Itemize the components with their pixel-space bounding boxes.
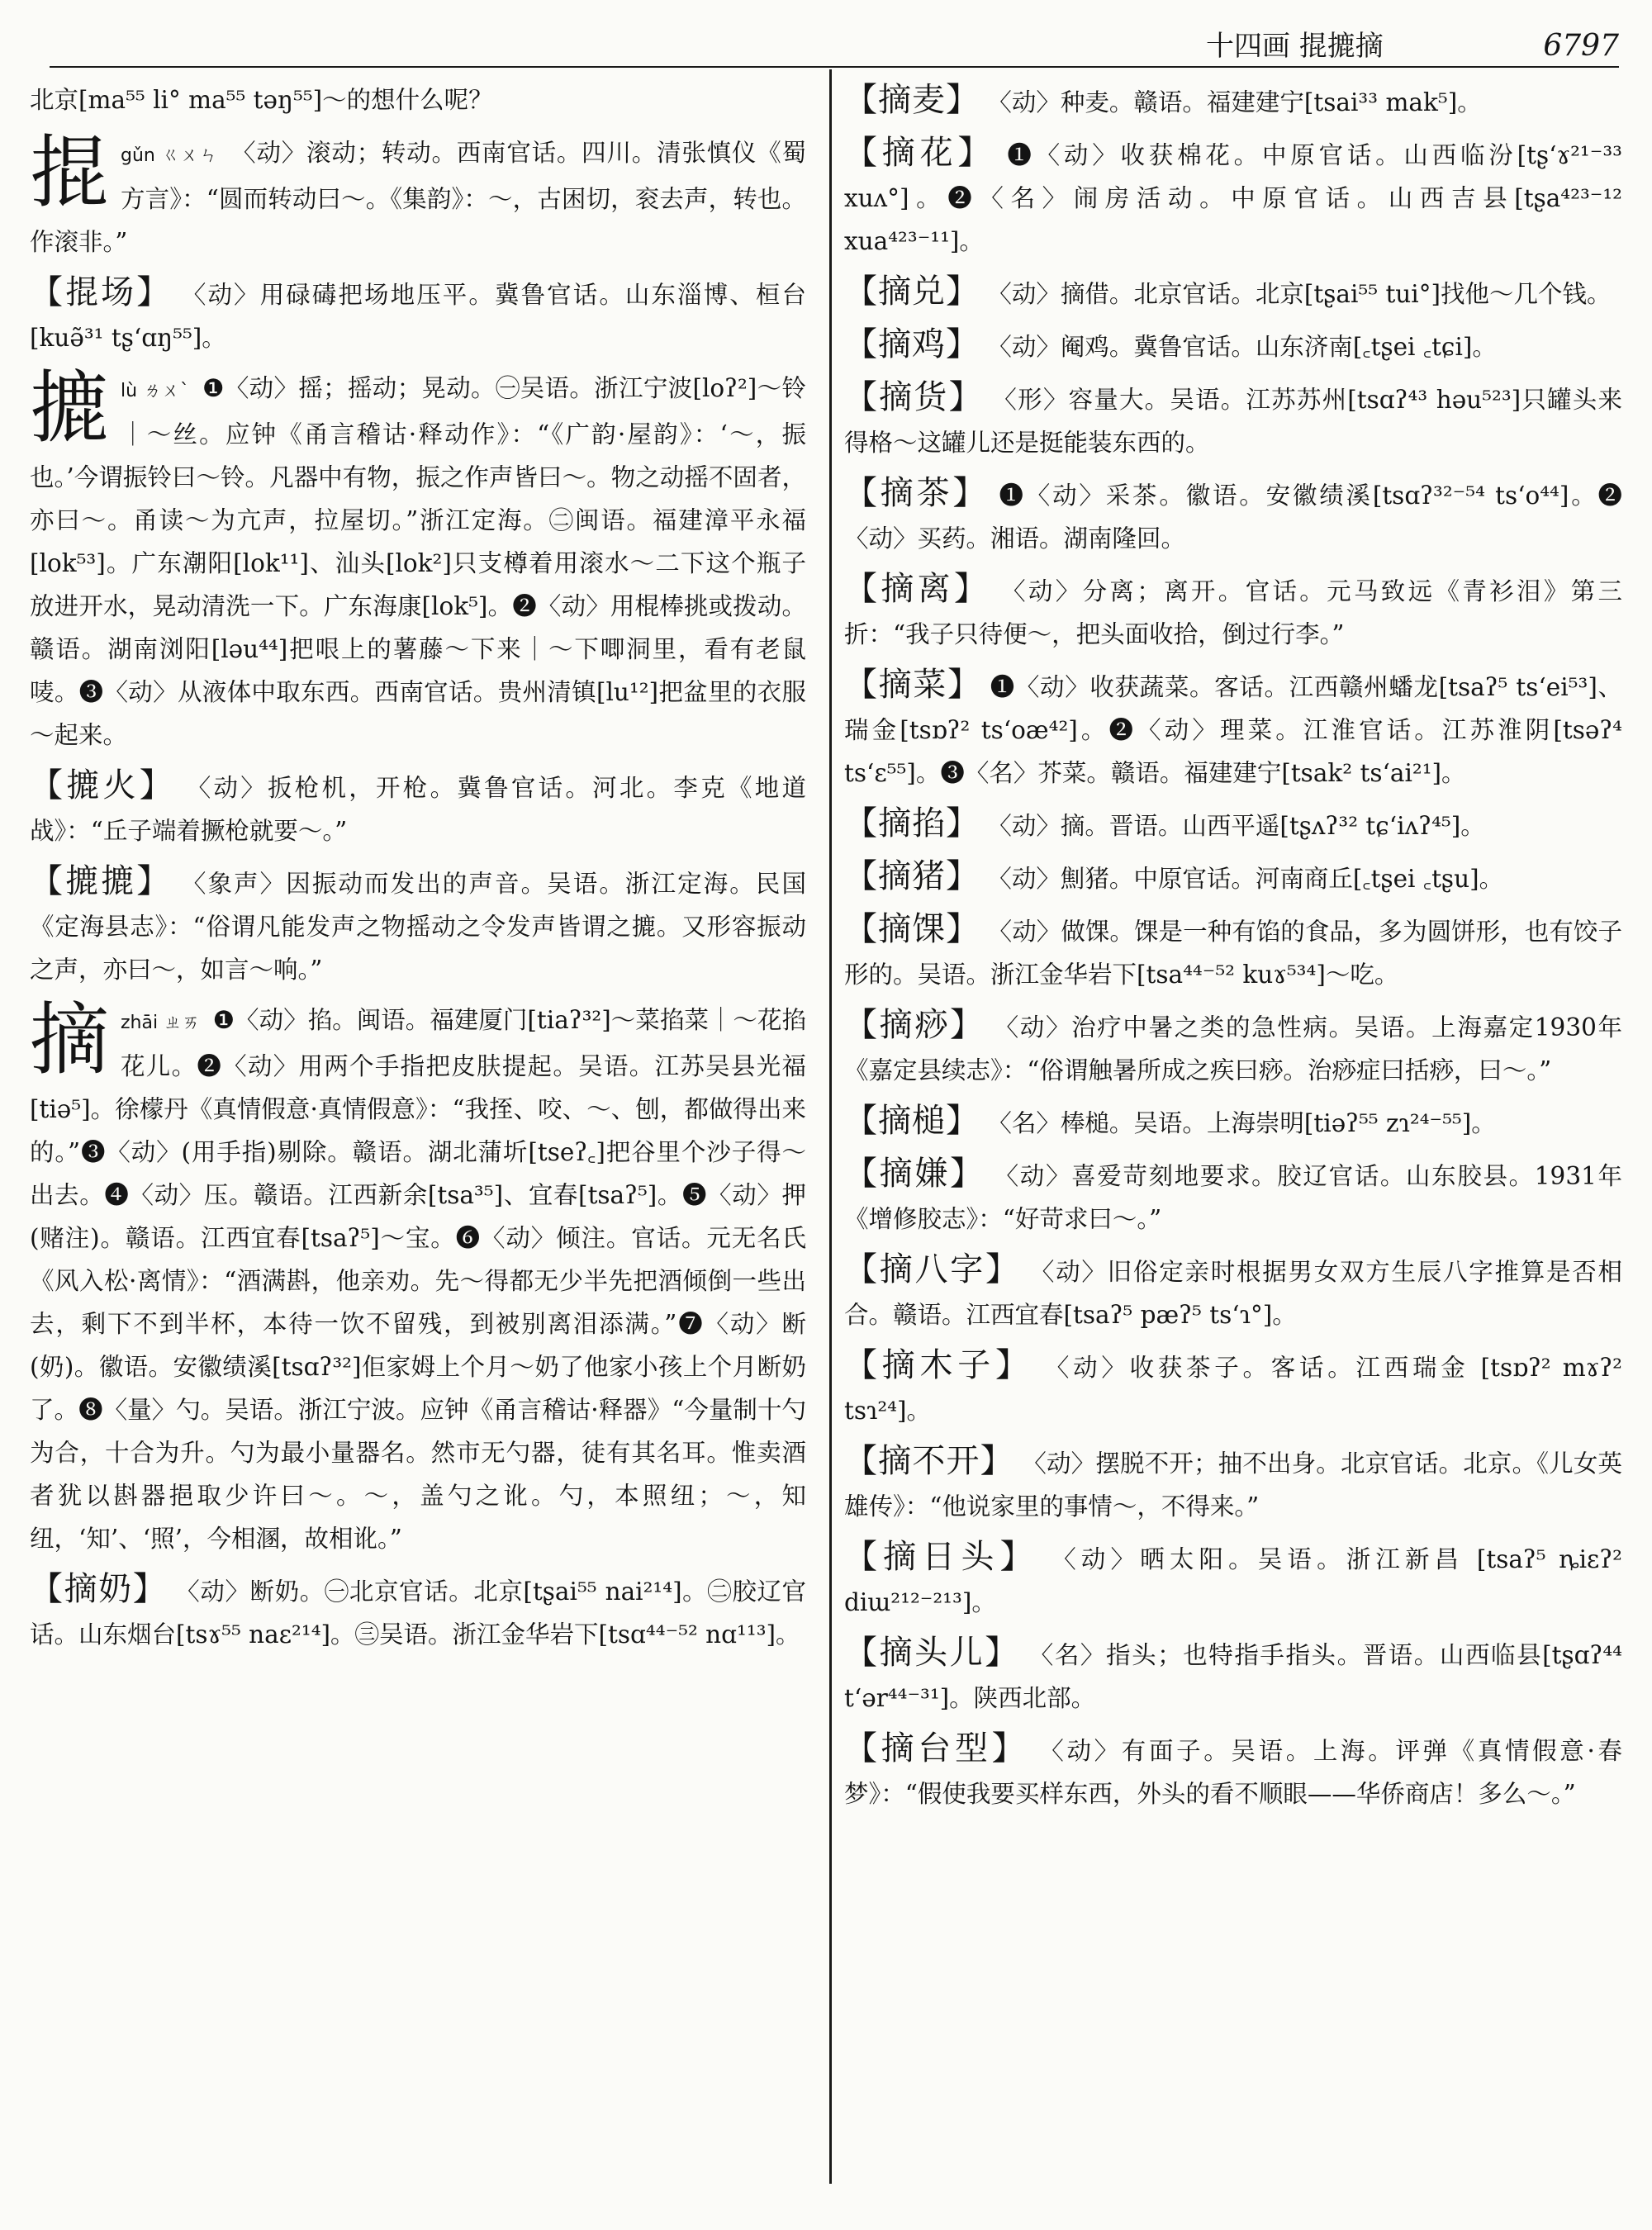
headword: 【摘掐】	[844, 804, 980, 842]
entry-text: 〈动〉治疗中暑之类的急性病。吴语。上海嘉定1930年《嘉定县续志》：“俗谓触暑所成之疾曰痧。治痧症曰括痧，曰～。”	[844, 1013, 1622, 1084]
entry-luhuo	[30, 764, 806, 852]
headword-character: 摝	[30, 362, 109, 454]
headword: 【摘嫌】	[844, 1155, 985, 1193]
entry-text: ❶〈动〉摇；摇动；晃动。㊀吴语。浙江宁波[loʔ²]～铃｜～丝。应钟《甬言稽诂·释动作》：“《广韵·屋韵》：‘～，振也。’今谓振铃曰～铃。凡器中有物，振之作声皆曰～。物之动摇不固者，亦曰～。甬读～为亢声，拉屋切。”浙江定海。㊁闽语。福建漳平永福[lok⁵³]。广东潮阳[lok¹¹]、汕头[lok²]只支樽着用滚水～二下这个瓶子放进开水，晃动清洗一下。广东海康[lok⁵]。❷〈动〉用棍棒挑或拨动。赣语。湖南浏阳[ləu⁴⁴]把哏上的薯藤～下来｜～下唧洞里，看有老鼠唛。❸〈动〉从液体中取东西。西南官话。贵州清镇[lu¹²]把盆里的衣服～起来。	[30, 374, 806, 749]
entry-text: 〈动〉滚动；转动。西南官话。四川。清张慎仪《蜀方言》：“圆而转动曰～。《集韵》：～，古困切，衮去声，转也。作滚非。”	[30, 139, 806, 256]
entry-text: ❶〈动〉采茶。徽语。安徽绩溪[tsɑʔ³²⁻⁵⁴ tsʻo⁴⁴]。❷〈动〉买药。湘语。湖南隆回。	[844, 482, 1622, 553]
pronunciation: zhāi ㄓㄞ	[121, 1013, 201, 1033]
page-number: 6797	[1543, 29, 1619, 63]
headword: 【摘花】	[844, 134, 996, 172]
headword: 【摘鸡】	[844, 325, 980, 363]
headword: 【摝火】	[30, 766, 177, 804]
entry-gunchang	[30, 271, 806, 359]
headword: 【摘日头】	[844, 1538, 1039, 1576]
entry-zhaiji	[844, 323, 1622, 368]
headword: 【摘茶】	[844, 474, 990, 512]
entry-zhaisha	[844, 1004, 1622, 1092]
entry-text: 〈动〉摘借。北京官话。北京[tʂai⁵⁵ tui°]找他～几个钱。	[987, 280, 1612, 308]
running-head	[1206, 23, 1619, 69]
entry-text: ❶〈动〉收获棉花。中原官话。山西临汾[tʂʻɤ²¹⁻³³ xuʌ°]。❷〈名〉闹房活动。中原官话。山西吉县[tʂa⁴²³⁻¹² xua⁴²³⁻¹¹]。	[844, 141, 1622, 255]
entry-text: 〈形〉容量大。吴语。江苏苏州[tsɑʔ⁴³ həu⁵²³]只罐头来得格～这罐儿还是挺能装东西的。	[844, 386, 1622, 457]
headword: 【摘货】	[844, 378, 984, 416]
entry-zhainai	[30, 1568, 806, 1656]
headword: 【摘猪】	[844, 857, 980, 895]
headword: 【摘菜】	[844, 666, 982, 704]
header-rule	[50, 66, 1619, 68]
entry-zhaili	[844, 567, 1622, 656]
headword: 【摘奶】	[30, 1570, 168, 1608]
headword: 【摘麦】	[844, 81, 980, 119]
headword: 【摘兑】	[844, 273, 980, 311]
headword: 【摝摝】	[30, 862, 173, 900]
headword-character: 掍	[30, 126, 109, 219]
entry-text: 〈动〉扳枪机，开枪。冀鲁官话。河北。李克《地道战》：“丘子端着撅枪就要～。”	[30, 774, 806, 845]
entry-zhaichui	[844, 1099, 1622, 1145]
left-column	[30, 78, 806, 2209]
entry-text: 〈动〉旧俗定亲时根据男女双方生辰八字推算是否相合。赣语。江西宜春[tsaʔ⁵ pæʔ⁵ tsʻɿ°]。	[844, 1258, 1622, 1329]
entry-zhaixian	[844, 1152, 1622, 1241]
right-column	[844, 78, 1622, 2209]
entry-zhaihuo	[844, 376, 1622, 464]
entry-text: 〈动〉劁猪。中原官话。河南商丘[꜀tʂei ꜀tʂu]。	[987, 865, 1504, 893]
entry-zhaibukai	[844, 1440, 1622, 1528]
entry-text: 〈动〉做馃。馃是一种有馅的食品，多为圆饼形，也有饺子形的。吴语。浙江金华岩下[tsa⁴⁴⁻⁵² kuɤ⁵³⁴]～吃。	[844, 918, 1622, 989]
entry-zhaitaixing	[844, 1727, 1622, 1815]
entry-zhaibazi	[844, 1248, 1622, 1336]
pronunciation: lù ㄌㄨˋ	[121, 381, 190, 401]
headword: 【摘头儿】	[844, 1634, 1020, 1672]
entry-lu	[30, 362, 806, 757]
entry-zhaizhu	[844, 855, 1622, 900]
headword: 【摘馃】	[844, 910, 980, 948]
entry-text: 〈动〉断奶。㊀北京官话。北京[tʂai⁵⁵ nai²¹⁴]。㊁胶辽官话。山东烟台[tsɤ⁵⁵ naɛ²¹⁴]。㊂吴语。浙江金华岩下[tsɑ⁴⁴⁻⁵² nɑ¹¹³]。	[30, 1578, 806, 1649]
entry-zhaicai	[844, 663, 1622, 795]
entry-zhaike	[844, 908, 1622, 996]
headword: 【摘八字】	[844, 1250, 1021, 1288]
pronunciation: gǔn ㄍㄨㄣ	[121, 145, 218, 166]
entry-lulu	[30, 860, 806, 991]
entry-text: 〈动〉喜爱苛刻地要求。胶辽官话。山东胶县。1931年《增修胶志》：“好苛求曰～。”	[844, 1162, 1622, 1233]
entry-text: 〈动〉分离；离开。官话。元马致远《青衫泪》第三折：“我子只待便～，把头面收拾，倒过行李。”	[844, 577, 1622, 648]
entry-text: 〈动〉用碌碡把场地压平。冀鲁官话。山东淄博、桓台[kuə̃³¹ tʂʻɑŋ⁵⁵]。	[30, 281, 806, 352]
entry-text: 〈动〉阉鸡。冀鲁官话。山东济南[꜀tʂei ꜀tɕi]。	[987, 333, 1497, 361]
headword: 【掍场】	[30, 273, 173, 311]
entry-text: 北京[ma⁵⁵ li° ma⁵⁵ təŋ⁵⁵]～的想什么呢？	[30, 86, 493, 114]
entry-zhaiqia	[844, 802, 1622, 847]
entry-zhaidui	[844, 270, 1622, 316]
entry-zhaimai	[844, 78, 1622, 124]
entry-zhaimuzi	[844, 1344, 1622, 1432]
entry-text: 〈动〉种麦。赣语。福建建宁[tsai³³ mak⁵]。	[987, 88, 1482, 116]
entry-gun	[30, 126, 806, 263]
continued-text	[30, 78, 806, 121]
entry-text: 〈动〉摘。晋语。山西平遥[tʂʌʔ³² tɕʻiʌʔ⁴⁵]。	[987, 812, 1485, 840]
entry-text: ❶〈动〉收获蔬菜。客话。江西赣州蟠龙[tsaʔ⁵ tsʻei⁵³]、瑞金[tsɒʔ² tsʻoæ⁴²]。❷〈动〉理菜。江淮官话。江苏淮阴[tsəʔ⁴ tsʻɛ⁵⁵]。❸〈名〉芥菜。赣语。福建建宁[tsak² tsʻai²¹]。	[844, 673, 1622, 787]
entry-zhai	[30, 994, 806, 1560]
entry-text: 〈动〉有面子。吴语。上海。评弹《真情假意·春梦》：“假使我要买样东西，外头的看不顺眼——华侨商店！多么～。”	[844, 1737, 1622, 1808]
entry-text: 〈动〉晒太阳。吴语。浙江新昌 [tsaʔ⁵ ȵiɛʔ² diɯ²¹²⁻²¹³]。	[844, 1545, 1622, 1616]
headword: 【摘槌】	[844, 1102, 980, 1140]
headword: 【摘离】	[844, 570, 991, 608]
entry-zhaicha	[844, 472, 1622, 560]
entry-text: 〈动〉收获茶子。客话。江西瑞金 [tsɒʔ² mɤʔ² tsɿ²⁴]。	[844, 1354, 1622, 1425]
column-divider	[829, 69, 832, 2184]
headword: 【摘痧】	[844, 1006, 985, 1044]
entry-text: 〈名〉棒槌。吴语。上海崇明[tiəʔ⁵⁵ zɿ²⁴⁻⁵⁵]。	[987, 1109, 1496, 1137]
entry-text: 〈动〉摆脱不开；抽不出身。北京官话。北京。《儿女英雄传》：“他说家里的事情～，不得来。”	[844, 1450, 1622, 1521]
entry-text: 〈象声〉因振动而发出的声音。吴语。浙江定海。民国《定海县志》：“俗谓凡能发声之物摇动之令发声皆谓之摝。又形容振动之声，亦曰～，如言～响。”	[30, 870, 806, 984]
entry-text: 〈名〉指头；也特指手指头。晋语。山西临县[tʂɑʔ⁴⁴ tʻər⁴⁴⁻³¹]。陕西北部。	[844, 1641, 1622, 1712]
headword: 【摘台型】	[844, 1729, 1029, 1767]
section-title: 十四画 掍摝摘	[1206, 30, 1384, 63]
headword-character: 摘	[30, 994, 109, 1086]
headword: 【摘不开】	[844, 1442, 1014, 1480]
headword: 【摘木子】	[844, 1346, 1033, 1384]
entry-zhaihua	[844, 131, 1622, 263]
entry-text: ❶〈动〉掐。闽语。福建厦门[tiaʔ³²]～菜掐菜｜～花掐花儿。❷〈动〉用两个手指把皮肤提起。吴语。江苏吴县光福[tiə⁵]。徐檬丹《真情假意·真情假意》：“我挃、咬、～、刨，都做得出来的。”❸〈动〉(用手指)剔除。赣语。湖北蒲圻[tseʔ꜀]把谷里个沙子得～出去。❹〈动〉压。赣语。江西新余[tsa³⁵]、宜春[tsaʔ⁵]。❺〈动〉押(赌注)。赣语。江西宜春[tsaʔ⁵]～宝。❻〈动〉倾注。官话。元无名氏《风入松·离情》：“酒满斟，他亲劝。先～得都无少半先把酒倾倒一些出去，剩下不到半杯，本待一饮不留残，到被别离泪添满。”❼〈动〉断(奶)。徽语。安徽绩溪[tsɑʔ³²]佢家姆上个月～奶了他家小孩上个月断奶了。❽〈量〉勺。吴语。浙江宁波。应钟《甬言稽诂·释器》“今量制十勺为合，十合为升。勺为最小量器名。然市无勺器，徒有其名耳。惟卖酒者犹以斟器挹取少许曰～。～，盖勺之讹。勺，本照纽；～，知纽，‘知’、‘照’，今相溷，故相讹。”	[30, 1006, 806, 1553]
entry-zhairitou	[844, 1535, 1622, 1624]
entry-zhaitouer	[844, 1631, 1622, 1720]
